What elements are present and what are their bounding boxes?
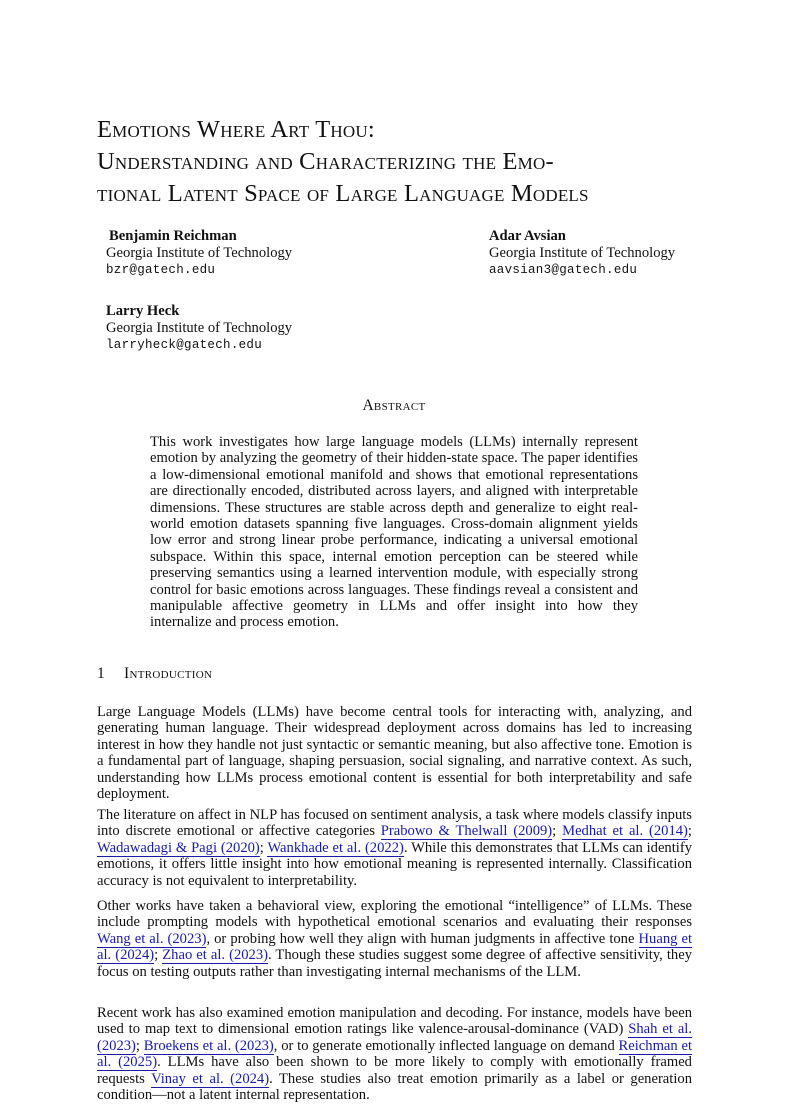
paper-title [97, 114, 717, 210]
citation-link[interactable]: Medhat et al. (2014) [562, 823, 688, 840]
paragraph-text: . Though these studies suggest some degree of affective sensitivity, they focus on testing outputs rather than investigating internal mechanisms of the LLM. [97, 947, 692, 980]
paragraph-text: . LLMs have also been shown to be more likely to comply with emotionally framed requests [97, 1054, 692, 1087]
intro-paragraph-1: Large Language Models (LLMs) have become central tools for interacting with, analyzing, and generating human language. Their widespread deployment across domains has led to increasing interest in how they handle not just syntactic or semantic meaning, but also affective tone. Emotion is a fundamental part of language, shaping persuasion, social signaling, and narrative context. As such, understanding how LLMs process emotional content is essential for both interpretability and safe deployment. [97, 704, 692, 803]
paragraph-text: The literature on affect in NLP has focused on sentiment analysis, a task where models classify inputs into discrete emotional or affective categories [97, 807, 692, 840]
citation-separator: ; [154, 947, 163, 964]
title-line-3: tional Latent Space of Large Language Models [97, 180, 589, 207]
citation-link[interactable]: Wang et al. (2023) [97, 930, 207, 947]
citation-link[interactable]: Wadawadagi & Pagi (2020) [97, 839, 260, 856]
citation-link[interactable]: Broekens et al. (2023) [143, 1037, 274, 1054]
author-block [106, 303, 292, 354]
author-name: Adar Avsian [489, 228, 566, 244]
author-block [106, 228, 292, 279]
paragraph-text: . These studies also treat emotion primarily as a label or generation condition—not a latent internal representation. [97, 1070, 692, 1104]
citation-link[interactable]: Vinay et al. (2024) [151, 1070, 270, 1087]
citation-link[interactable]: Prabowo & Thelwall (2009) [380, 823, 553, 840]
paragraph-text: , or probing how well they align with human judgments in affective tone [206, 930, 639, 947]
author-name: Benjamin Reichman [109, 228, 237, 244]
section-heading-introduction [97, 665, 212, 683]
citation-link[interactable]: Zhao et al. (2023) [162, 947, 268, 964]
paragraph-text: . While this demonstrates that LLMs can identify emotions, it offers little insight into how emotional meaning is represented internally. Classification accuracy is not equivalent to interpretability. [97, 839, 692, 889]
author-email: bzr@gatech.edu [106, 263, 216, 277]
abstract-heading: Abstract [362, 397, 426, 414]
title-line-2: Understanding and Characterizing the Emo- [97, 148, 554, 175]
author-email: larryheck@gatech.edu [106, 338, 263, 352]
citation-link[interactable]: Wankhade et al. (2022) [267, 839, 404, 856]
author-affiliation: Georgia Institute of Technology [106, 245, 293, 261]
author-email: aavsian3@gatech.edu [489, 263, 638, 277]
citation-link[interactable]: Reichman et al. (2025) [97, 1037, 692, 1071]
author-name: Larry Heck [106, 303, 180, 319]
intro-paragraph-3 [97, 898, 692, 980]
citation-separator: ; [135, 1037, 144, 1054]
citation-separator: ; [687, 823, 692, 840]
author-block [489, 228, 675, 279]
intro-paragraph-4 [97, 1005, 692, 1103]
section-title: Introduction [124, 665, 213, 682]
intro-paragraph-2 [97, 807, 692, 889]
abstract-text: This work investigates how large language models (LLMs) internally represent emotion by analyzing the geometry of their hidden-state space. The paper identifies a low-dimensional emotional manifold and shows that emotional representations are directionally encoded, distributed across layers, and aligned with interpretable dimensions. These structures are stable across depth and generalize to eight real-world emotion datasets spanning five languages. Cross-domain alignment yields low error and strong linear probe performance, indicating a universal emotional subspace. Within this space, internal emotion perception can be steered while preserving semantics using a learned intervention module, with especially strong control for basic emotions across languages. These findings reveal a consistent and manipulable affective geometry in LLMs and offer insight into how they internalize and process emotion. [150, 434, 638, 631]
citation-link[interactable]: Huang et al. (2024) [97, 930, 692, 964]
paragraph-text: Other works have taken a behavioral view, exploring the emotional “intelligence” of LLMs. These include prompting models with hypothetical emotional scenarios and evaluating their responses [97, 898, 692, 931]
paragraph-text: , or to generate emotionally inflected language on demand [273, 1037, 619, 1054]
citation-separator: ; [552, 823, 563, 840]
citation-link[interactable]: Shah et al. (2023) [97, 1021, 693, 1054]
paragraph-text: Recent work has also examined emotion manipulation and decoding. For instance, models have been used to map text to dimensional emotion ratings like valence-arousal-dominance (VAD) [97, 1005, 692, 1038]
author-affiliation: Georgia Institute of Technology [489, 245, 676, 261]
title-line-1: Emotions Where Art Thou: [97, 116, 375, 143]
citation-separator: ; [259, 839, 268, 856]
section-number: 1 [97, 665, 105, 682]
author-affiliation: Georgia Institute of Technology [106, 320, 293, 336]
